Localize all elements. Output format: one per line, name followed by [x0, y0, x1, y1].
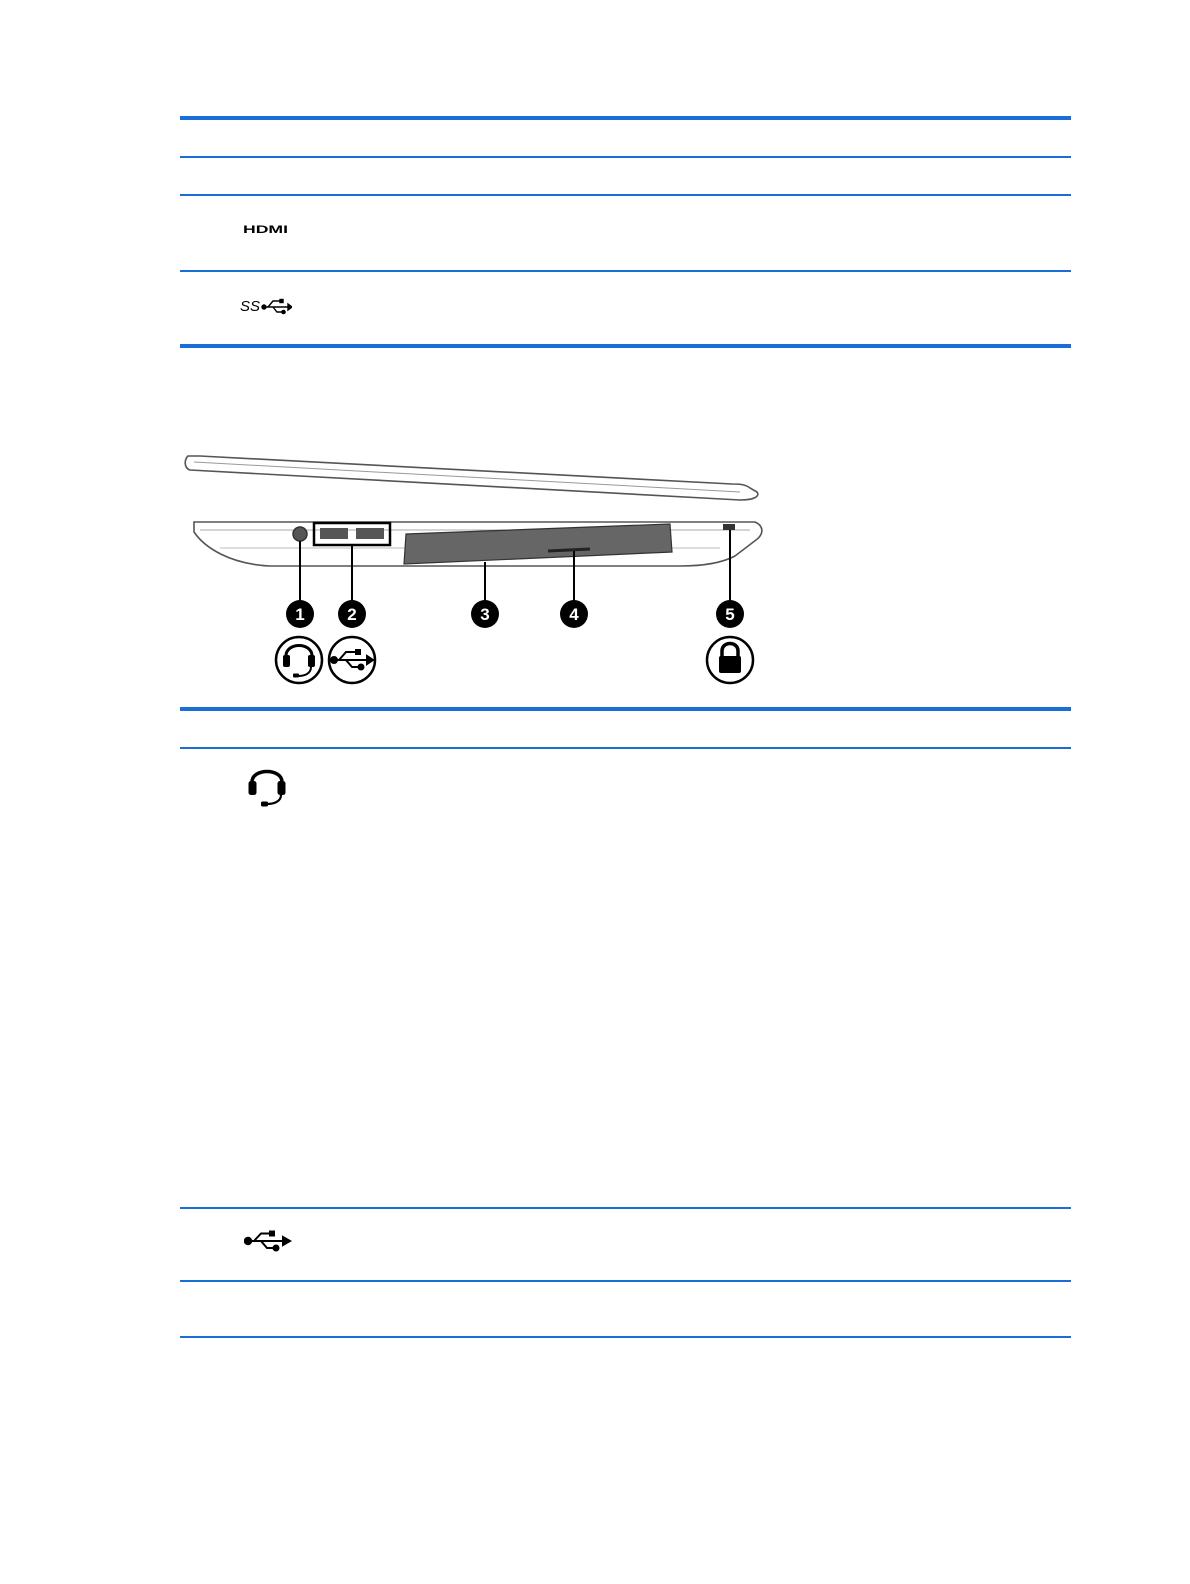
lock-icon: [707, 637, 753, 683]
security-cable-slot: [723, 524, 735, 530]
table-header-rule: [180, 156, 1071, 158]
usb-port: [356, 528, 384, 539]
usb-superspeed-icon: [240, 296, 292, 318]
table-row-divider: [180, 1207, 1071, 1209]
hdmi-icon: [243, 222, 289, 236]
callout-number: 2: [347, 605, 357, 624]
table-row-divider: [180, 194, 1071, 196]
callout-number: 3: [480, 605, 490, 624]
laptop-side-illustration: [180, 448, 780, 688]
table-row-divider: [180, 270, 1071, 272]
callout-number: 4: [569, 605, 579, 624]
table-top-rule: [180, 707, 1071, 711]
usb-icon: [244, 1230, 292, 1252]
usb-port: [320, 528, 348, 539]
usb-icon: [329, 637, 375, 683]
callout-number: 5: [725, 605, 735, 624]
table-bottom-rule: [180, 1336, 1071, 1338]
table-header-rule: [180, 747, 1071, 749]
headset-icon: [276, 637, 322, 683]
audio-jack: [293, 527, 307, 541]
usb-ss-text: SS: [240, 298, 261, 315]
table-top-rule: [180, 116, 1071, 120]
table-bottom-rule: [180, 344, 1071, 348]
table-row-divider: [180, 1280, 1071, 1282]
hdmi-logo-text: HDMI: [243, 224, 288, 236]
eject-button: [548, 549, 590, 551]
headset-icon: [246, 766, 288, 808]
callout-number: 1: [295, 605, 305, 624]
